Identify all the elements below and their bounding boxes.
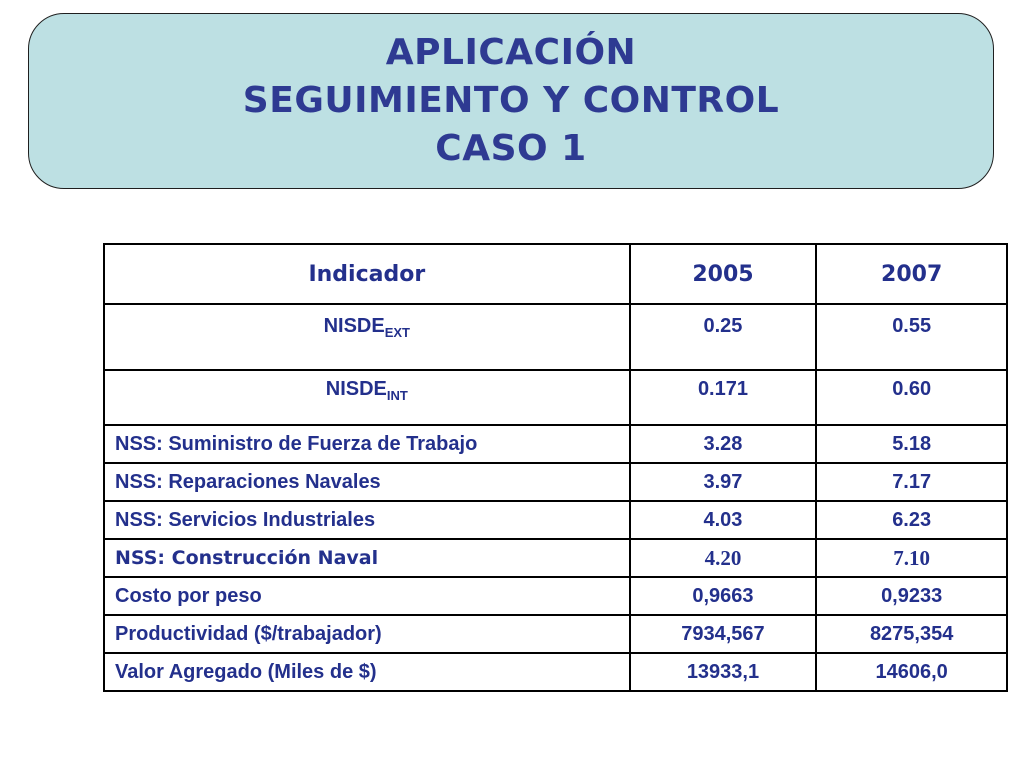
indicator-cell: Valor Agregado (Miles de $) [104,653,630,691]
table-row [104,615,1007,653]
value-2007: 6.23 [816,501,1007,539]
value-2007: 7.10 [816,539,1007,577]
table-row [104,577,1007,615]
table-row [104,501,1007,539]
header-indicator: Indicador [104,244,630,304]
table-row [104,653,1007,691]
value-2007: 7.17 [816,463,1007,501]
header-2007: 2007 [816,244,1007,304]
value-2005: 3.28 [630,425,817,463]
table-row [104,370,1007,425]
indicator-name: NISDE [323,315,385,337]
indicator-subscript: INT [386,388,408,403]
value-2005: 0.171 [630,370,817,425]
title-banner [28,13,994,189]
table-header-row [104,244,1007,304]
table-row [104,425,1007,463]
title-line-1: APLICACIÓN [385,32,637,73]
value-2007: 5.18 [816,425,1007,463]
value-2005: 0,9663 [630,577,817,615]
indicator-subscript: EXT [384,325,411,340]
value-2005: 4.03 [630,501,817,539]
value-2005: 0.25 [630,304,817,370]
indicators-table [103,243,1008,692]
table-row [104,463,1007,501]
value-2007: 0.55 [816,304,1007,370]
indicator-cell: Costo por peso [104,577,630,615]
value-2005: 13933,1 [630,653,817,691]
indicator-cell [104,370,630,425]
indicator-cell: NSS: Servicios Industriales [104,501,630,539]
title-line-2: SEGUIMIENTO Y CONTROL [242,80,780,121]
indicator-cell: NSS: Reparaciones Navales [104,463,630,501]
value-2007: 14606,0 [816,653,1007,691]
indicator-cell [104,304,630,370]
value-2007: 8275,354 [816,615,1007,653]
indicator-cell: Productividad ($/trabajador) [104,615,630,653]
indicator-cell: NSS: Suministro de Fuerza de Trabajo [104,425,630,463]
table-row [104,539,1007,577]
title-line-3: CASO 1 [435,128,587,169]
value-2005: 7934,567 [630,615,817,653]
header-2005: 2005 [630,244,817,304]
value-2007: 0.60 [816,370,1007,425]
value-2005: 3.97 [630,463,817,501]
value-2005: 4.20 [630,539,817,577]
indicator-cell: NSS: Construcción Naval [104,539,630,577]
value-2007: 0,9233 [816,577,1007,615]
indicator-name: NISDE [325,378,387,400]
table-row [104,304,1007,370]
